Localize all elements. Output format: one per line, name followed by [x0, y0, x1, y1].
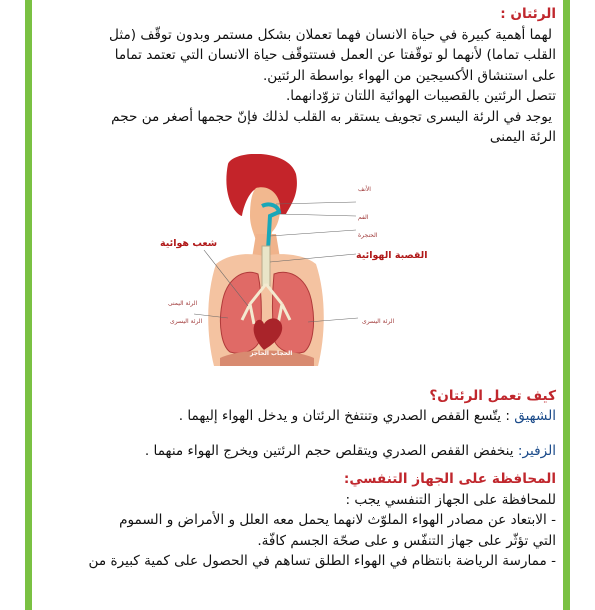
- respiratory-illustration: [158, 154, 438, 382]
- inhale-text: : يتّسع القفص الصدري وتنتفخ الرئتان و يدخل الهواء إليهما .: [178, 408, 515, 424]
- lungs-line: على استنشاق الأكسيجين من الهواء بواسطة الرئتين.: [262, 67, 556, 84]
- spacer: [40, 461, 556, 469]
- lungs-heading: الرئتان :: [500, 6, 556, 22]
- label-nose: الأنف: [358, 185, 371, 193]
- left-border-bar: [25, 0, 32, 610]
- document-content: [40, 4, 556, 572]
- lungs-line: تتصل الرئتين بالقصيبات الهوائية اللتان تزوّدانهما.: [285, 88, 556, 104]
- care-line: التي تؤثّر على جهاز التنفّس و على صحّة الجسم كافّة.: [257, 532, 556, 549]
- respiratory-system-figure: [158, 154, 438, 382]
- exhale-text: ينخفض القفص الصدري ويتقلص حجم الرئتين ويخرج الهواء منهما .: [144, 442, 518, 459]
- label-mouth: الفم: [358, 213, 369, 221]
- right-border-bar: [563, 0, 570, 610]
- lungs-line: لهما أهمية كبيرة في حياة الانسان فهما تعملان بشكل مستمر وبدون توقّف (مثل: [109, 26, 552, 43]
- care-line: - الابتعاد عن مصادر الهواء الملوّث لانهما يحمل معه العلل و الأمراض و السموم: [119, 512, 556, 528]
- lungs-line: القلب تماما) لأنهما لو توقّفتا عن العمل فستتوقّف حياة الانسان التي تعتمد تماما: [114, 47, 556, 63]
- exhale-line: [40, 441, 556, 462]
- label-right-lung: الرئة اليمنى: [168, 299, 198, 307]
- how-heading: كيف تعمل الرئتان؟: [429, 387, 556, 404]
- care-heading: المحافظة على الجهاز التنفسي:: [343, 471, 556, 487]
- label-trachea: القصبة الهوائية: [356, 249, 428, 261]
- inhale-line: [40, 406, 556, 427]
- lungs-line: الرئة اليمنى: [489, 129, 556, 145]
- spacer: [40, 427, 556, 441]
- lungs-line: يوجد في الرئة اليسرى تجويف يستقر به القلب لذلك فإنّ حجمها أصغر من حجم: [111, 108, 552, 125]
- care-line: للمحافظة على الجهاز التنفسي يجب :: [345, 491, 556, 508]
- label-larynx: الحنجرة: [358, 231, 378, 239]
- exhale-term: الزفير:: [517, 442, 556, 459]
- label-left-lung-2: الرئة اليسرى: [170, 317, 203, 325]
- label-left-lung: الرئة اليسرى: [362, 317, 395, 325]
- label-diaphragm: الحجاب الحاجز: [250, 349, 293, 357]
- label-bronchi: شعب هوائية: [160, 237, 218, 249]
- care-line: - ممارسة الرياضة بانتظام في الهواء الطلق تساهم في الحصول على كمية كبيرة من: [88, 553, 556, 569]
- inhale-term: الشهيق: [514, 408, 556, 424]
